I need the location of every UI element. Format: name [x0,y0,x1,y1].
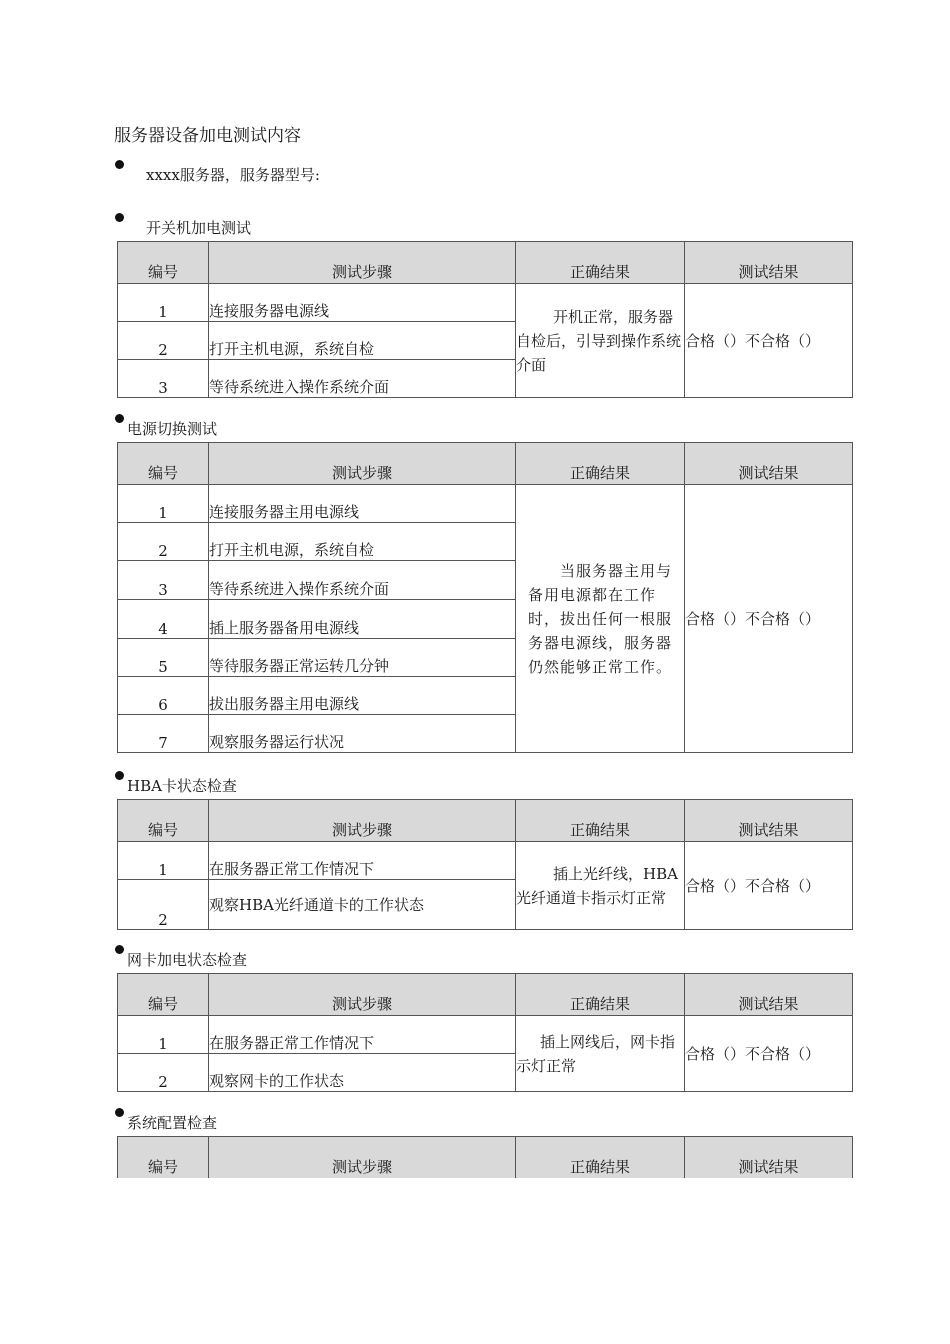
step-number: 5 [118,639,209,677]
header-steps: 测试步骤 [209,1137,516,1179]
table-row [118,1016,853,1054]
header-expected: 正确结果 [516,443,685,485]
header-result: 测试结果 [685,1137,853,1179]
page-title: 服务器设备加电测试内容 [114,126,301,146]
header-expected: 正确结果 [516,242,685,284]
header-result: 测试结果 [685,242,853,284]
bullet-icon [115,945,124,954]
step-number: 2 [118,523,209,561]
step-text: 等待系统进入操作系统介面 [209,561,516,600]
step-text: 在服务器正常工作情况下 [209,842,516,880]
header-expected: 正确结果 [516,974,685,1016]
step-number: 4 [118,600,209,639]
header-num: 编号 [118,242,209,284]
step-text: 连接服务器主用电源线 [209,485,516,523]
header-result: 测试结果 [685,974,853,1016]
step-number: 1 [118,1016,209,1054]
header-steps: 测试步骤 [209,974,516,1016]
section-title: 开关机加电测试 [146,219,252,237]
result-checkbox-text: 合格（）不合格（） [685,842,853,930]
step-number: 2 [118,1054,209,1092]
step-text: 等待服务器正常运转几分钟 [209,639,516,677]
step-text: 观察网卡的工作状态 [209,1054,516,1092]
result-checkbox-text: 合格（）不合格（） [685,284,853,398]
section-title: 网卡加电状态检查 [127,951,248,969]
step-number: 7 [118,715,209,753]
step-text: 等待系统进入操作系统介面 [209,360,516,398]
step-text: 观察服务器运行状况 [209,715,516,753]
test-table-power-onoff [117,241,853,398]
header-steps: 测试步骤 [209,800,516,842]
test-table-hba [117,799,853,930]
expected-result: 插上光纤线，HBA光纤通道卡指示灯正常 [516,842,685,930]
result-checkbox-text: 合格（）不合格（） [685,485,853,753]
expected-result: 开机正常，服务器自检后，引导到操作系统介面 [516,284,685,398]
table-row [118,485,853,523]
step-text: 打开主机电源，系统自检 [209,322,516,360]
table-row [118,284,853,322]
expected-result: 当服务器主用与备用电源都在工作时，拔出任何一根服务器电源线，服务器仍然能够正常工作。 [516,485,685,753]
bullet-icon [115,1108,124,1117]
step-number: 2 [118,322,209,360]
section-title: 电源切换测试 [127,420,218,438]
step-text: 插上服务器备用电源线 [209,600,516,639]
step-number: 3 [118,360,209,398]
header-num: 编号 [118,974,209,1016]
header-result: 测试结果 [685,800,853,842]
header-steps: 测试步骤 [209,443,516,485]
step-number: 3 [118,561,209,600]
header-expected: 正确结果 [516,1137,685,1179]
intro-text: xxxx服务器，服务器型号: [146,166,320,184]
step-text: 在服务器正常工作情况下 [209,1016,516,1054]
step-number: 1 [118,842,209,880]
section-title: HBA卡状态检查 [127,777,237,795]
expected-result: 插上网线后，网卡指示灯正常 [516,1016,685,1092]
result-checkbox-text: 合格（）不合格（） [685,1016,853,1092]
step-text: 观察HBA光纤通道卡的工作状态 [209,880,516,930]
test-table-power-switch [117,442,853,753]
step-text: 打开主机电源，系统自检 [209,523,516,561]
header-steps: 测试步骤 [209,242,516,284]
section-title: 系统配置检查 [127,1114,218,1132]
bullet-icon [115,414,124,423]
header-num: 编号 [118,1137,209,1179]
header-expected: 正确结果 [516,800,685,842]
table-row [118,842,853,880]
step-text: 拔出服务器主用电源线 [209,677,516,715]
test-table-sysconfig [117,1136,853,1178]
header-num: 编号 [118,443,209,485]
header-result: 测试结果 [685,443,853,485]
bullet-icon [115,160,124,169]
test-table-nic [117,973,853,1092]
header-num: 编号 [118,800,209,842]
bullet-icon [115,213,124,222]
step-text: 连接服务器电源线 [209,284,516,322]
bullet-icon [115,771,124,780]
step-number: 6 [118,677,209,715]
step-number: 2 [118,880,209,930]
step-number: 1 [118,485,209,523]
step-number: 1 [118,284,209,322]
